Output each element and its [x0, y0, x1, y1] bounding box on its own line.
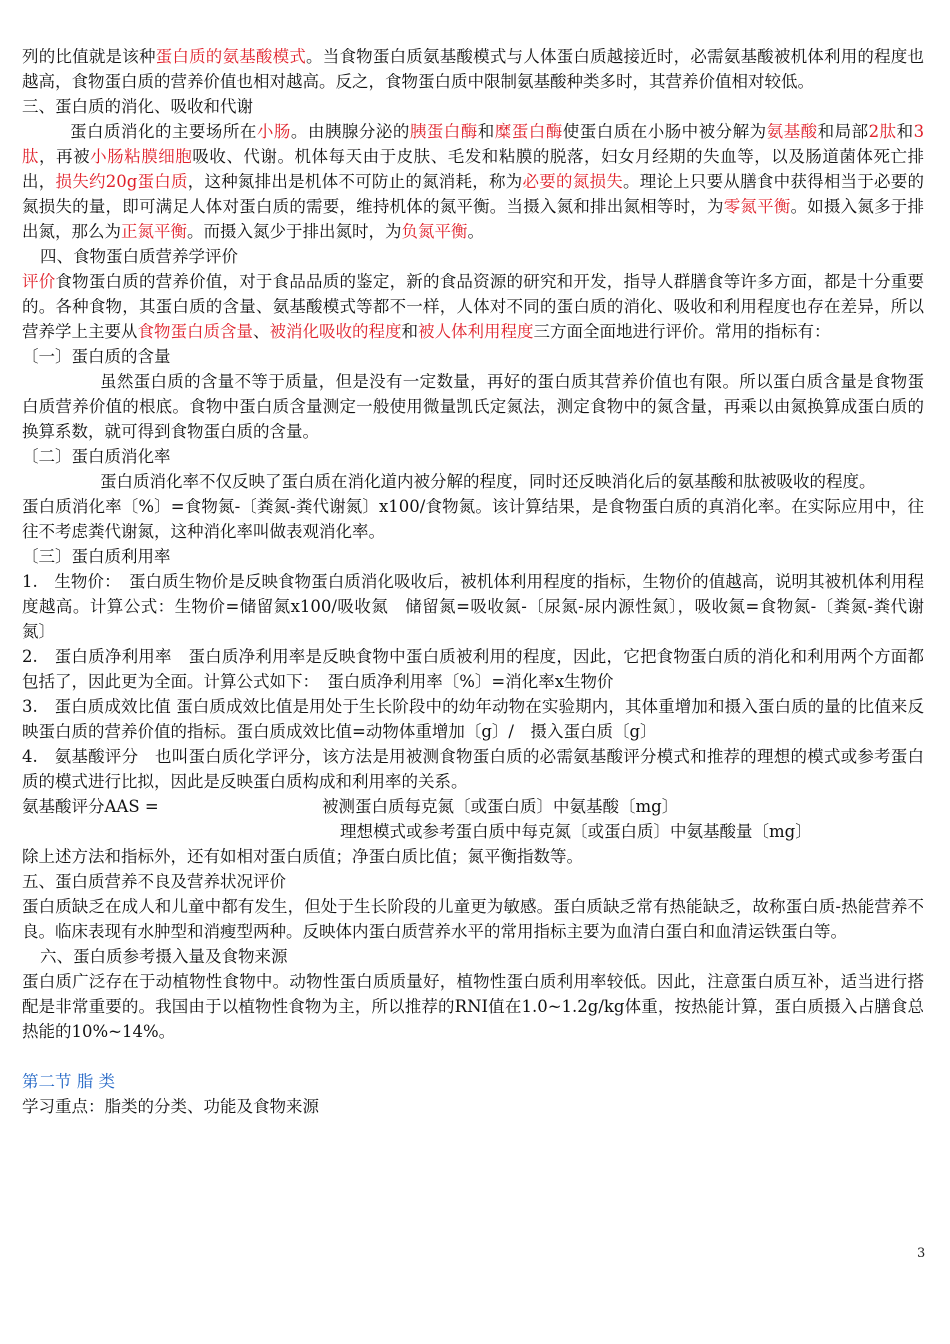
text: ，再被 [39, 147, 91, 166]
highlight-text: 糜蛋白酶 [494, 122, 563, 141]
highlight-text: 3肽 [22, 122, 925, 166]
paragraph-evaluation [22, 269, 924, 344]
text: 和 [896, 122, 914, 141]
paragraph-amino-acid-pattern [22, 44, 924, 94]
highlight-text: 被消化吸收的程度 [269, 322, 402, 341]
highlight-text: 胰蛋白酶 [409, 122, 478, 141]
text: 吸收、代谢。机体每天由于皮肤、毛发和粘膜的脱落，妇女月经期的失血等，以及肠道菌体死亡排出， [22, 147, 925, 191]
text: 和 [401, 322, 418, 341]
subheading-digestibility: 〔二〕蛋白质消化率 [22, 447, 171, 466]
paragraph-other-methods: 除上述方法和指标外，还有如相对蛋白质值；净蛋白质比值；氮平衡指数等。 [22, 847, 583, 866]
text: 。 [467, 222, 484, 241]
text: 使蛋白质在小肠中被分解为 [562, 122, 767, 141]
learning-focus: 学习重点：脂类的分类、功能及食物来源 [22, 1097, 319, 1116]
highlight-text: 小肠粘膜细胞 [90, 147, 193, 166]
text: 蛋白质消化的主要场所在 [70, 122, 257, 141]
paragraph-intake-sources: 蛋白质广泛存在于动植物性食物中。动物性蛋白质质量好，植物性蛋白质利用率较低。因此，注意蛋白质互补，适当进行搭配是非常重要的。我国由于以植物性食物为主，所以推荐的RNI值在1.0~1.2g/kg体重，按热能计算，蛋白质摄入占膳食总热能的10%~14%。 [22, 972, 924, 1041]
paragraph-protein-content: 虽然蛋白质的含量不等于质量，但是没有一定数量，再好的蛋白质其营养价值也有限。所以蛋白质含量是食物蛋白质营养价值的根底。食物中蛋白质含量测定一般使用微量凯氏定氮法，测定食物中的氮含量，再乘以由氮换算成蛋白质的换算系数，就可得到食物蛋白质的含量。 [22, 372, 924, 441]
list-item-biological-value: 1. 生物价： 蛋白质生物价是反映食物蛋白质消化吸收后，被机体利用程度的指标，生物价的值越高，说明其被机体利用程度越高。计算公式：生物价=储留氮x100/吸收氮 储留氮=吸收氮-〔尿氮-尿内源性氮〕，吸收氮=食物氮-〔粪氮-粪代谢氮〕 [22, 572, 924, 641]
highlight-text: 被人体利用程度 [418, 322, 534, 341]
aas-formula-numerator: 被测蛋白质每克氮〔或蛋白质〕中氨基酸〔mg〕 [322, 797, 679, 816]
subheading-protein-content: 〔一〕蛋白质的含量 [22, 347, 171, 366]
text: 、 [253, 322, 270, 341]
highlight-text: 必要的氮损失 [522, 172, 623, 191]
paragraph-malnutrition: 蛋白质缺乏在成人和儿童中都有发生，但处于生长阶段的儿童更为敏感。蛋白质缺乏常有热能缺乏，故称蛋白质-热能营养不良。临床表现有水肿型和消瘦型两种。反映体内蛋白质营养水平的常用指标主要为血清白蛋白和血清运铁蛋白等。 [22, 897, 924, 941]
paragraph-digestibility-formula: 蛋白质消化率〔%〕=食物氮-〔粪氮-粪代谢氮〕x100/食物氮。该计算结果，是食物蛋白质的真消化率。在实际应用中，往往不考虑粪代谢氮，这种消化率叫做表观消化率。 [22, 497, 924, 541]
text: 。由胰腺分泌的 [290, 122, 410, 141]
highlight-text: 损失约20g蛋白质 [55, 172, 188, 191]
heading-section-5: 五、蛋白质营养不良及营养状况评价 [22, 872, 286, 891]
highlight-text: 零氮平衡 [723, 197, 791, 216]
text: 。理论上只要从膳食中获得相当于必要的氮损失的量，即可满足人体对蛋白质的需要，维持机体的氮平衡。当摄入氮和排出氮相等时，为 [22, 172, 925, 216]
aas-formula-denominator: 理想模式或参考蛋白质中每克氮〔或蛋白质〕中氨基酸量〔mg〕 [340, 822, 812, 841]
text: 和局部 [817, 122, 869, 141]
heading-section-6: 六、蛋白质参考摄入量及食物来源 [40, 947, 288, 966]
aas-formula-numerator-row [22, 794, 924, 819]
spacer [22, 1044, 924, 1069]
text: 三方面全面地进行评价。常用的指标有： [533, 322, 831, 341]
highlight-text: 食物蛋白质含量 [137, 322, 253, 341]
text: 食物蛋白质的营养价值，对于食品品质的鉴定，新的食品资源的研究和开发，指导人群膳食等许多方面，都是十分重要的。各种食物，其蛋白质的含量、氨基酸模式等都不一样，人体对不同的蛋白质的消化、吸收和利用程度也存在差异，所以营养学上主要从 [22, 272, 925, 341]
paragraph-digestion [22, 119, 924, 244]
heading-section-4: 四、食物蛋白质营养学评价 [40, 247, 238, 266]
heading-section-3: 三、蛋白质的消化、吸收和代谢 [22, 97, 253, 116]
highlight-text: 评价 [22, 272, 56, 291]
paragraph-digestibility: 蛋白质消化率不仅反映了蛋白质在消化道内被分解的程度，同时还反映消化后的氨基酸和肽被吸收的程度。 [100, 472, 876, 491]
text: 和 [477, 122, 495, 141]
list-item-efficiency-ratio: 3. 蛋白质成效比值 蛋白质成效比值是用处于生长阶段中的幼年动物在实验期内，其体重增加和摄入蛋白质的量的比值来反映蛋白质的营养价值的指标。蛋白质成效比值=动物体重增加〔g〕/ 摄入蛋白质〔g〕 [22, 697, 924, 741]
highlight-text: 正氮平衡 [121, 222, 187, 241]
section-title-lipids: 第二节 脂 类 [22, 1072, 115, 1091]
page-number: 3 [917, 1246, 926, 1261]
subheading-utilization: 〔三〕蛋白质利用率 [22, 547, 171, 566]
highlight-text: 负氮平衡 [401, 222, 468, 241]
highlight-text: 2肽 [868, 122, 897, 141]
aas-formula-label: 氨基酸评分AAS = [22, 797, 159, 816]
highlight-text: 蛋白质的氨基酸模式 [155, 47, 307, 66]
text: ，这种氮排出是机体不可防止的氮消耗，称为 [187, 172, 523, 191]
list-item-net-utilization: 2. 蛋白质净利用率 蛋白质净利用率是反映食物中蛋白质被利用的程度，因此，它把食物蛋白质的消化和利用两个方面都包括了，因此更为全面。计算公式如下： 蛋白质净利用率〔%〕=消化率x生物价 [22, 647, 924, 691]
highlight-text: 氨基酸 [766, 122, 818, 141]
text: 。如摄入氮多于排出氮，那么为 [22, 197, 925, 241]
text: 。而摄入氮少于排出氮时，为 [187, 222, 402, 241]
text: 列的比值就是该种 [22, 47, 156, 66]
text: 。当食物蛋白质氨基酸模式与人体蛋白质越接近时，必需氨基酸被机体利用的程度也越高，食物蛋白质的营养价值也相对越高。反之，食物蛋白质中限制氨基酸种类多时，其营养价值相对较低。 [22, 47, 925, 91]
highlight-text: 小肠 [256, 122, 291, 141]
document-page [22, 44, 924, 1119]
list-item-amino-acid-score: 4. 氨基酸评分 也叫蛋白质化学评分，该方法是用被测食物蛋白质的必需氨基酸评分模式和推荐的理想的模式或参考蛋白质的模式进行比拟，因此是反映蛋白质构成和利用率的关系。 [22, 747, 924, 791]
